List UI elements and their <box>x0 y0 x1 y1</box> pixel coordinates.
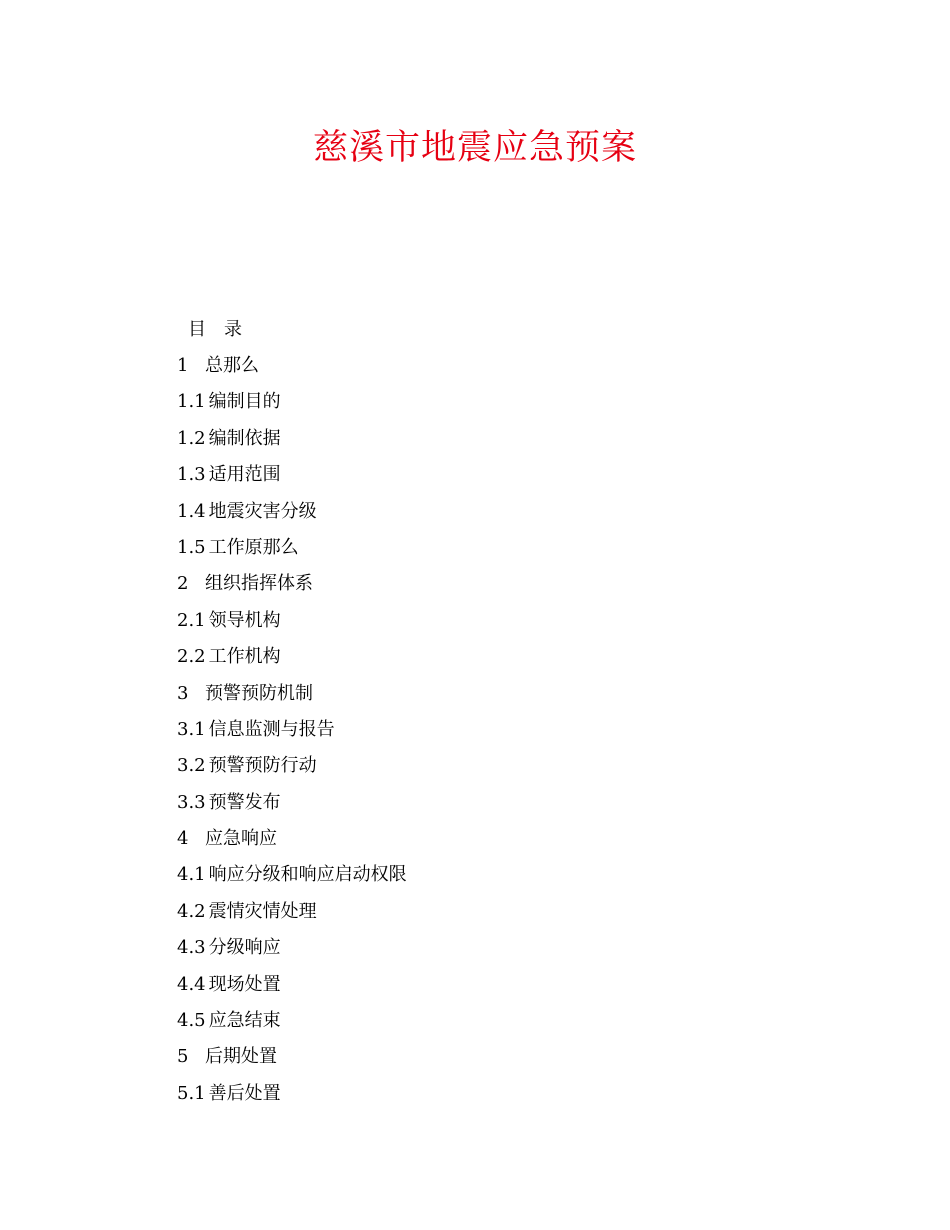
toc-section-entry <box>177 1008 407 1044</box>
toc-entry-title: 震情灾情处理 <box>208 900 317 922</box>
toc-section-entry <box>177 972 407 1008</box>
toc-chapter-entry <box>177 681 407 717</box>
toc-entry-title: 响应分级和响应启动权限 <box>208 864 407 886</box>
toc-entry-title: 信息监测与报告 <box>208 718 335 740</box>
toc-entry-number: 1.1 <box>177 391 206 413</box>
toc-entry-title: 组织指挥体系 <box>205 573 313 595</box>
toc-section-entry <box>177 462 407 498</box>
toc-heading: 目 录 <box>188 319 242 340</box>
toc-entry-number: 1.4 <box>177 500 206 522</box>
toc-chapter-entry <box>177 1044 407 1080</box>
document-title: 慈溪市地震应急预案 <box>312 128 637 168</box>
toc-entry-title: 预警预防行动 <box>208 755 317 777</box>
toc-section-entry <box>177 644 407 680</box>
toc-entry-number: 1.2 <box>177 427 206 449</box>
toc-entry-title: 领导机构 <box>208 609 281 631</box>
toc-entry-title: 适用范围 <box>208 464 281 486</box>
toc-entry-title: 工作原那么 <box>208 536 299 558</box>
toc-chapter-entry <box>177 826 407 862</box>
toc-entry-number: 4.5 <box>177 1010 206 1032</box>
toc-entry-number: 4 <box>177 828 189 850</box>
toc-chapter-entry <box>177 571 407 607</box>
toc-entry-number: 4.1 <box>177 864 206 886</box>
toc-entry-number: 3 <box>177 682 189 704</box>
toc-entry-title: 应急结束 <box>208 1010 281 1032</box>
toc-entry-title: 工作机构 <box>208 646 281 668</box>
toc-entry-number: 2 <box>177 573 189 595</box>
toc-entry-title: 应急响应 <box>205 828 277 850</box>
toc-section-entry <box>177 935 407 971</box>
toc-entry-number: 4.4 <box>177 973 206 995</box>
toc-entry-number: 5.1 <box>177 1082 206 1104</box>
toc-entry-title: 现场处置 <box>208 973 281 995</box>
toc-entry-title: 后期处置 <box>205 1046 277 1068</box>
toc-section-entry <box>177 717 407 753</box>
toc-section-entry <box>177 608 407 644</box>
toc-entry-title: 预警预防机制 <box>205 682 313 704</box>
toc-section-entry <box>177 1081 407 1117</box>
toc-chapter-entry <box>177 353 407 389</box>
toc-entry-number: 3.3 <box>177 791 206 813</box>
toc-entry-title: 预警发布 <box>208 791 281 813</box>
toc-entry-number: 1.5 <box>177 536 206 558</box>
toc-entry-title: 编制目的 <box>208 391 281 413</box>
toc-section-entry <box>177 753 407 789</box>
toc-section-entry <box>177 389 407 425</box>
toc-section-entry <box>177 899 407 935</box>
toc-entry-number: 3.1 <box>177 718 206 740</box>
toc-entry-number: 3.2 <box>177 755 206 777</box>
toc-entry-title: 分级响应 <box>208 937 281 959</box>
toc-entry-number: 1.3 <box>177 464 206 486</box>
toc-section-entry <box>177 426 407 462</box>
toc-entry-title: 编制依据 <box>208 427 281 449</box>
toc-entry-number: 5 <box>177 1046 189 1068</box>
toc-entry-number: 2.1 <box>177 609 206 631</box>
toc-section-entry <box>177 862 407 898</box>
toc-entry-number: 4.2 <box>177 900 206 922</box>
toc-entry-number: 1 <box>177 355 189 376</box>
toc-section-entry <box>177 790 407 826</box>
toc-entry-title: 地震灾害分级 <box>208 500 317 522</box>
toc-section-entry <box>177 535 407 571</box>
toc-entry-title: 总那么 <box>205 355 259 376</box>
toc-entry-number: 4.3 <box>177 937 206 959</box>
toc-entry-title: 善后处置 <box>208 1082 281 1104</box>
toc-entry-number: 2.2 <box>177 646 206 668</box>
table-of-contents <box>177 353 407 1117</box>
toc-section-entry <box>177 499 407 535</box>
